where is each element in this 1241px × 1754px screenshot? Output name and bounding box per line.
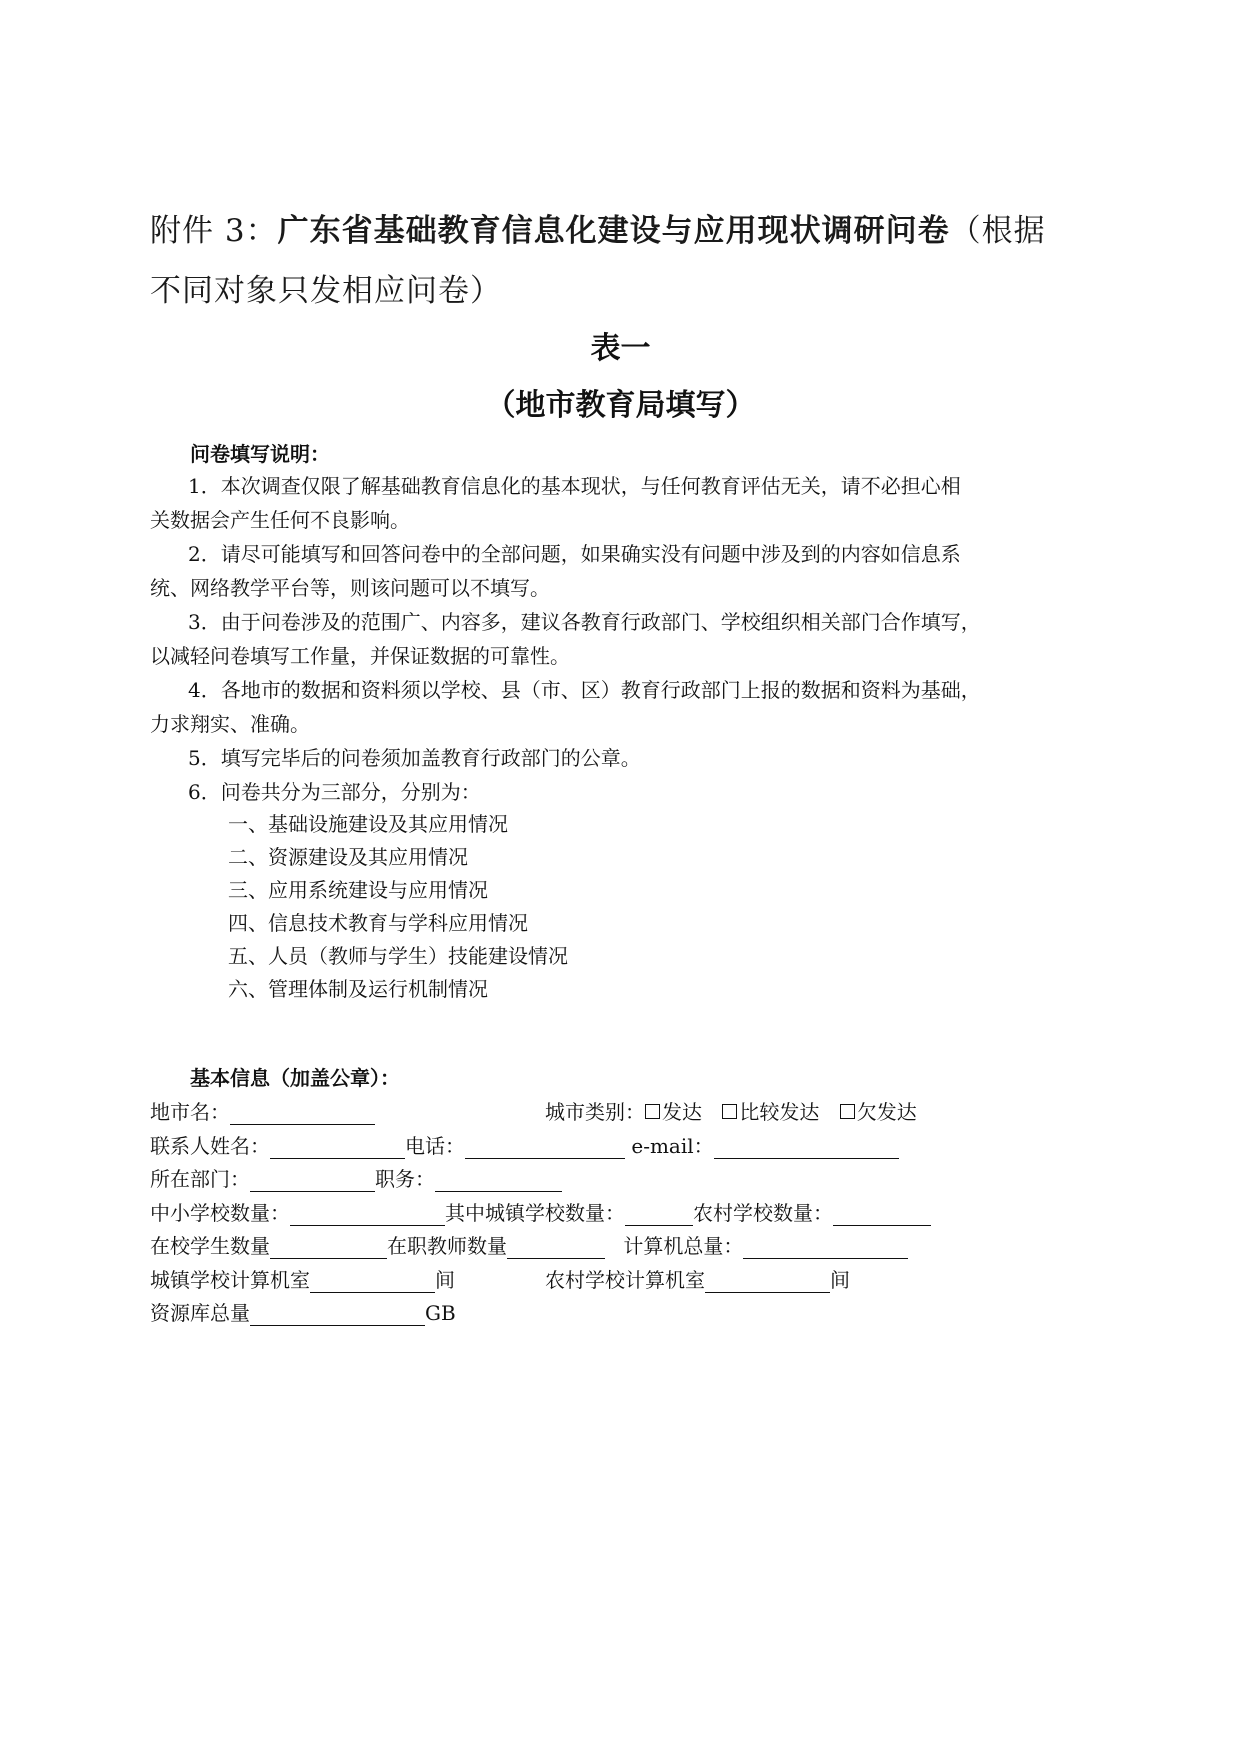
instruction-item-3-line-2: 以减轻问卷填写工作量，并保证数据的可靠性。 (150, 644, 570, 668)
instruction-item-3-line-1: 3．由于问卷涉及的范围广、内容多，建议各教育行政部门、学校组织相关部门合作填写， (188, 610, 981, 634)
part-item-1: 一、基础设施建设及其应用情况 (228, 812, 508, 836)
city-name-row (150, 1096, 375, 1125)
city-type-developed-checkbox[interactable] (645, 1104, 660, 1119)
instruction-item-4-line-2: 力求翔实、准确。 (150, 712, 310, 736)
contact-name-field[interactable] (270, 1136, 405, 1159)
resources-row (150, 1297, 456, 1326)
instruction-item-2-line-1: 2．请尽可能填写和回答问卷中的全部问题，如果确实没有问题中涉及到的内容如信息系 (188, 542, 961, 566)
urban-labs-unit: 间 (435, 1268, 455, 1292)
instruction-item-4-line-1: 4．各地市的数据和资料须以学校、县（市、区）教育行政部门上报的数据和资料为基础， (188, 678, 981, 702)
department-label: 所在部门： (150, 1167, 250, 1191)
instruction-item-1-line-2: 关数据会产生任何不良影响。 (150, 508, 410, 532)
urban-labs-field[interactable] (310, 1270, 435, 1293)
urban-labs-row (150, 1264, 455, 1293)
document-title-line-1 (150, 205, 1046, 250)
city-type-moderate-label: 比较发达 (739, 1100, 820, 1124)
document-title-line-2: 不同对象只发相应问卷） (150, 273, 502, 309)
title-prefix: 附件 3： (150, 213, 278, 249)
instruction-item-1-line-1: 1．本次调查仅限了解基础教育信息化的基本现状，与任何教育评估无关，请不必担心相 (188, 474, 961, 498)
part-item-5: 五、人员（教师与学生）技能建设情况 (228, 944, 568, 968)
student-count-label: 在校学生数量 (150, 1234, 270, 1258)
contact-name-label: 联系人姓名： (150, 1134, 270, 1158)
title-paren: （根据 (949, 213, 1046, 249)
part-item-4: 四、信息技术教育与学科应用情况 (228, 911, 528, 935)
teacher-count-label: 在职教师数量 (387, 1234, 507, 1258)
city-type-moderate-checkbox[interactable] (722, 1104, 737, 1119)
city-name-label: 地市名： (150, 1100, 230, 1124)
rural-labs-row (545, 1264, 850, 1293)
table-heading: 表一 (590, 331, 651, 366)
department-field[interactable] (250, 1169, 375, 1192)
urban-school-count-label: 其中城镇学校数量： (445, 1201, 625, 1225)
resources-field[interactable] (250, 1303, 425, 1326)
department-row (150, 1163, 562, 1192)
rural-labs-label: 农村学校计算机室 (545, 1268, 705, 1292)
urban-labs-label: 城镇学校计算机室 (150, 1268, 310, 1292)
part-item-3: 三、应用系统建设与应用情况 (228, 878, 488, 902)
teacher-count-field[interactable] (507, 1236, 605, 1259)
position-label: 职务： (375, 1167, 435, 1191)
schools-row (150, 1197, 931, 1226)
part-item-2: 二、资源建设及其应用情况 (228, 845, 468, 869)
table-subheading: （地市教育局填写） (485, 388, 756, 423)
email-label: e-mail： (631, 1134, 714, 1158)
people-row (150, 1230, 908, 1259)
city-type-label: 城市类别： (545, 1100, 645, 1124)
instructions-label: 问卷填写说明： (190, 442, 330, 466)
student-count-field[interactable] (270, 1236, 387, 1259)
rural-labs-unit: 间 (830, 1268, 850, 1292)
resources-label: 资源库总量 (150, 1301, 250, 1325)
city-type-row (545, 1096, 917, 1125)
phone-label: 电话： (405, 1134, 465, 1158)
rural-school-count-field[interactable] (833, 1203, 931, 1226)
instruction-item-6: 6．问卷共分为三部分，分别为： (188, 780, 481, 804)
basic-info-label: 基本信息（加盖公章）： (190, 1066, 400, 1090)
contact-row (150, 1130, 899, 1159)
computer-count-field[interactable] (743, 1236, 908, 1259)
computer-count-label: 计算机总量： (623, 1234, 744, 1258)
phone-field[interactable] (465, 1136, 625, 1159)
city-name-field[interactable] (230, 1102, 375, 1125)
city-type-developed-label: 发达 (662, 1100, 702, 1124)
email-field[interactable] (714, 1136, 899, 1159)
urban-school-count-field[interactable] (625, 1203, 693, 1226)
resources-unit: GB (425, 1301, 456, 1325)
part-item-6: 六、管理体制及运行机制情况 (228, 977, 488, 1001)
city-type-underdeveloped-checkbox[interactable] (840, 1104, 855, 1119)
school-count-label: 中小学校数量： (150, 1201, 290, 1225)
city-type-underdeveloped-label: 欠发达 (856, 1100, 917, 1124)
rural-school-count-label: 农村学校数量： (693, 1201, 833, 1225)
school-count-field[interactable] (290, 1203, 445, 1226)
instruction-item-5: 5．填写完毕后的问卷须加盖教育行政部门的公章。 (188, 746, 641, 770)
instruction-item-2-line-2: 统、网络教学平台等，则该问题可以不填写。 (150, 576, 550, 600)
rural-labs-field[interactable] (705, 1270, 830, 1293)
title-main: 广东省基础教育信息化建设与应用现状调研问卷 (277, 213, 950, 249)
position-field[interactable] (435, 1169, 562, 1192)
